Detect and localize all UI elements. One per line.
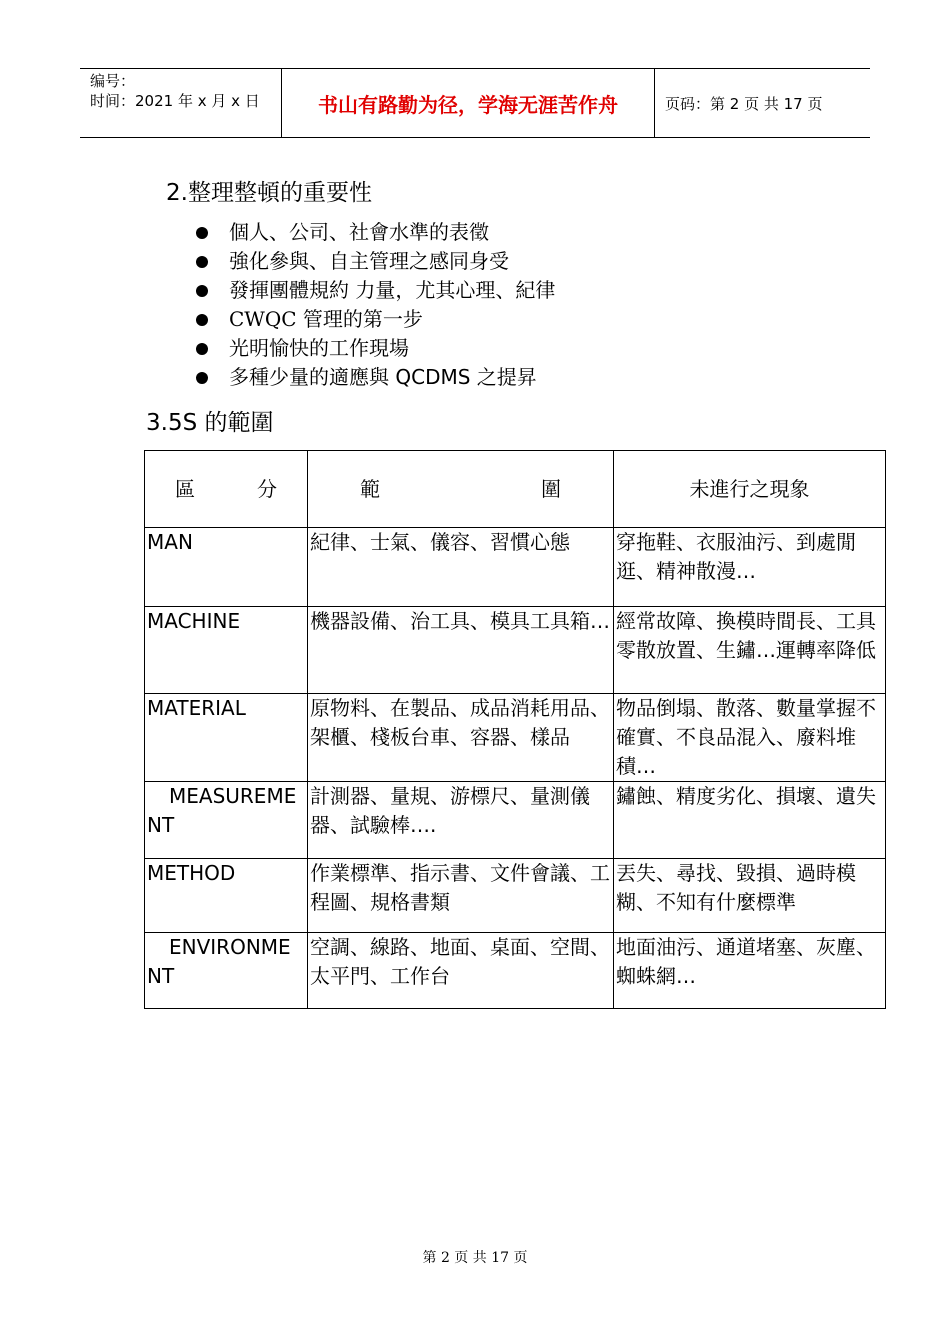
list-item: 光明愉快的工作現場 xyxy=(196,334,555,363)
header-phenomena: 未進行之現象 xyxy=(614,451,886,528)
scope-cell: 機器設備、治工具、模具工具箱… xyxy=(308,607,614,694)
bullet-icon xyxy=(196,372,208,384)
category-cell: MAN xyxy=(145,528,308,607)
table-row xyxy=(145,933,886,1009)
bullet-icon xyxy=(196,285,208,297)
header-category: 區 分 xyxy=(145,451,308,528)
header-meta xyxy=(80,69,282,137)
table-row xyxy=(145,694,886,782)
list-item: 強化參與、自主管理之感同身受 xyxy=(196,247,555,276)
table-header-row xyxy=(145,451,886,528)
bullet-icon xyxy=(196,256,208,268)
list-item: 發揮團體規約 力量，尤其心理、紀律 xyxy=(196,276,555,305)
category-cell: ENVIRONMENT xyxy=(145,933,308,1009)
bullet-icon xyxy=(196,343,208,355)
list-item: CWQC 管理的第一步 xyxy=(196,305,555,334)
list-item: 個人、公司、社會水準的表徵 xyxy=(196,218,555,247)
list-item: 多種少量的適應與 QCDMS 之提昇 xyxy=(196,363,555,392)
header-motto: 书山有路勤为径，学海无涯苦作舟 xyxy=(282,69,655,137)
category-cell: MEASUREMENT xyxy=(145,782,308,859)
scope-cell: 空調、線路、地面、桌面、空間、太平門、工作台 xyxy=(308,933,614,1009)
scope-table xyxy=(144,450,886,1009)
section-2-title: 2.整理整頓的重要性 xyxy=(166,180,372,206)
table-row xyxy=(145,528,886,607)
bullet-icon xyxy=(196,227,208,239)
phenomena-cell: 物品倒塌、散落、數量掌握不確實、不良品混入、廢料堆積… xyxy=(614,694,886,782)
scope-cell: 原物料、在製品、成品消耗用品、架櫃、棧板台車、容器、樣品 xyxy=(308,694,614,782)
scope-cell: 紀律、士氣、儀容、習慣心態 xyxy=(308,528,614,607)
scope-cell: 作業標準、指示書、文件會議、工程圖、規格書類 xyxy=(308,859,614,933)
importance-list xyxy=(196,218,555,392)
category-cell: MATERIAL xyxy=(145,694,308,782)
table-row xyxy=(145,859,886,933)
number-label: 编号： xyxy=(90,72,136,90)
phenomena-cell: 穿拖鞋、衣服油污、到處閒逛、精神散漫… xyxy=(614,528,886,607)
table-row xyxy=(145,607,886,694)
phenomena-cell: 地面油污、通道堵塞、灰塵、蜘蛛網… xyxy=(614,933,886,1009)
document-header xyxy=(80,68,870,138)
category-cell: MACHINE xyxy=(145,607,308,694)
category-cell: METHOD xyxy=(145,859,308,933)
time-label: 时间：2021 年 x 月 x 日 xyxy=(90,92,260,110)
table-row xyxy=(145,782,886,859)
page-footer: 第 2 页 共 17 页 xyxy=(422,1250,528,1266)
phenomena-cell: 鏽蝕、精度劣化、損壞、遺失 xyxy=(614,782,886,859)
phenomena-cell: 經常故障、換模時間長、工具零散放置、生鏽…運轉率降低 xyxy=(614,607,886,694)
section-3-title: 3.5S 的範圍 xyxy=(146,410,274,436)
scope-cell: 計測器、量規、游標尺、量測儀器、試驗棒…. xyxy=(308,782,614,859)
phenomena-cell: 丟失、尋找、毀損、過時模糊、不知有什麼標準 xyxy=(614,859,886,933)
header-scope: 範 圍 xyxy=(308,451,614,528)
bullet-icon xyxy=(196,314,208,326)
header-page-info: 页码：第 2 页 共 17 页 xyxy=(665,94,823,113)
